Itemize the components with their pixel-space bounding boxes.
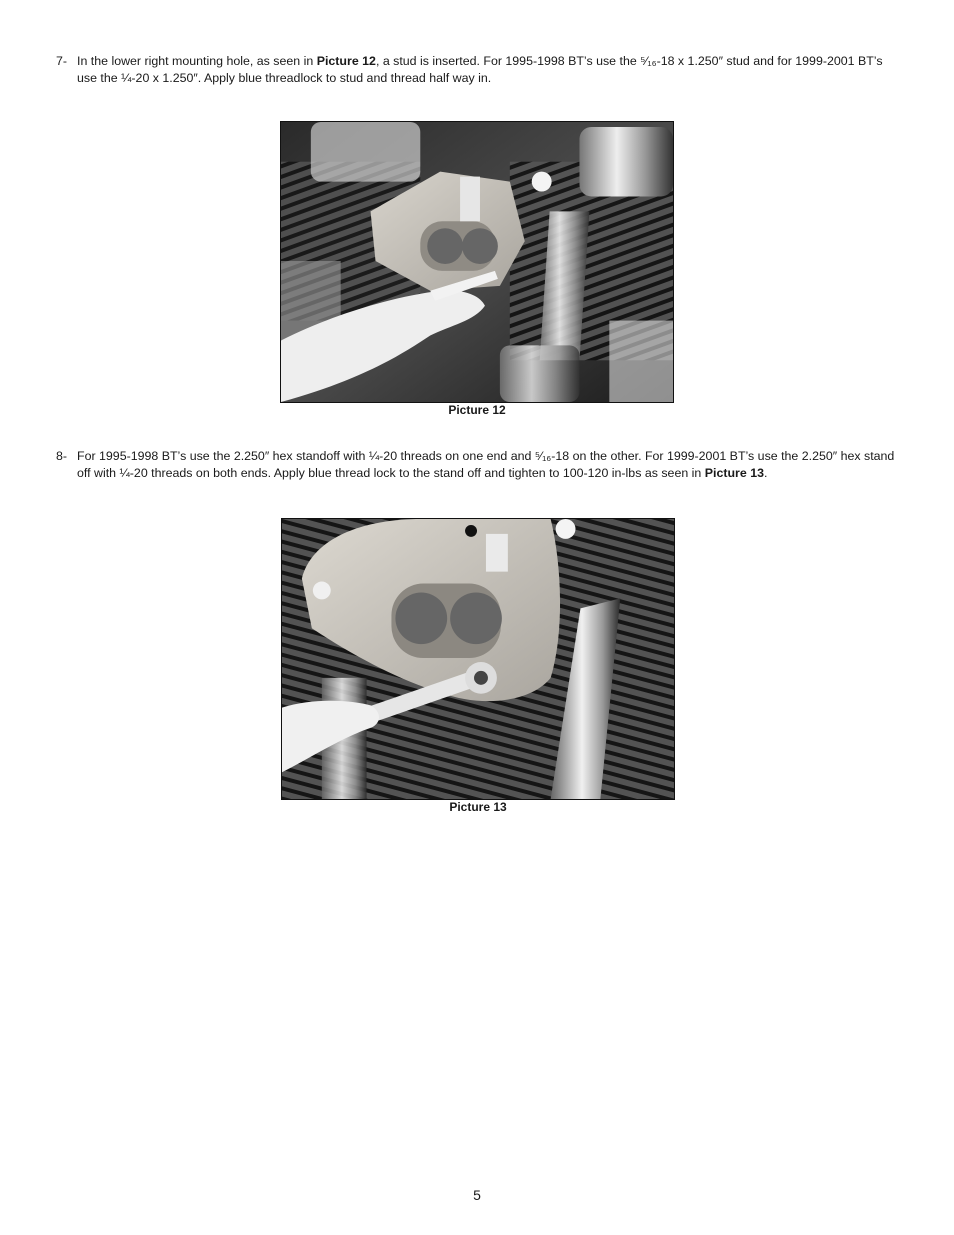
engine-photo-illustration <box>282 519 674 799</box>
step-text-part: . <box>764 466 768 480</box>
picture-reference: Picture 13 <box>704 466 764 480</box>
photo-picture-12 <box>280 121 674 403</box>
step-7 <box>56 53 902 87</box>
caption-picture-13: Picture 13 <box>449 800 507 814</box>
photo-picture-13 <box>281 518 675 800</box>
step-text-part: In the lower right mounting hole, as seen in <box>77 54 317 68</box>
step-number: 7- <box>56 54 68 68</box>
caption-picture-12: Picture 12 <box>448 403 506 417</box>
picture-reference: Picture 12 <box>316 54 376 68</box>
step-text-part: For 1995-1998 BT’s use the 2.250″ hex standoff with ¼-20 threads on one end and ⁵⁄₁₆-18 on the other. For 1999-2001 BT’s use the 2.250″ hex stand off with ¼-20 threads on both ends. Apply blue thread lock to the stand off and tighten to 100-120 in-lbs as seen in <box>77 449 895 480</box>
step-text-part: , a stud is inserted. For 1995-1998 BT’s use the ⁵⁄₁₆-18 x 1.250″ stud and for 1999-2001 BT’s use the ¼-20 x 1.250″. Apply blue threadlock to stud and thread half way in. <box>77 54 883 85</box>
engine-photo-illustration <box>281 122 673 402</box>
step-text <box>77 448 902 482</box>
page-number: 5 <box>473 1187 481 1203</box>
step-8 <box>56 448 902 482</box>
step-number: 8- <box>56 449 68 463</box>
step-text <box>77 53 902 87</box>
